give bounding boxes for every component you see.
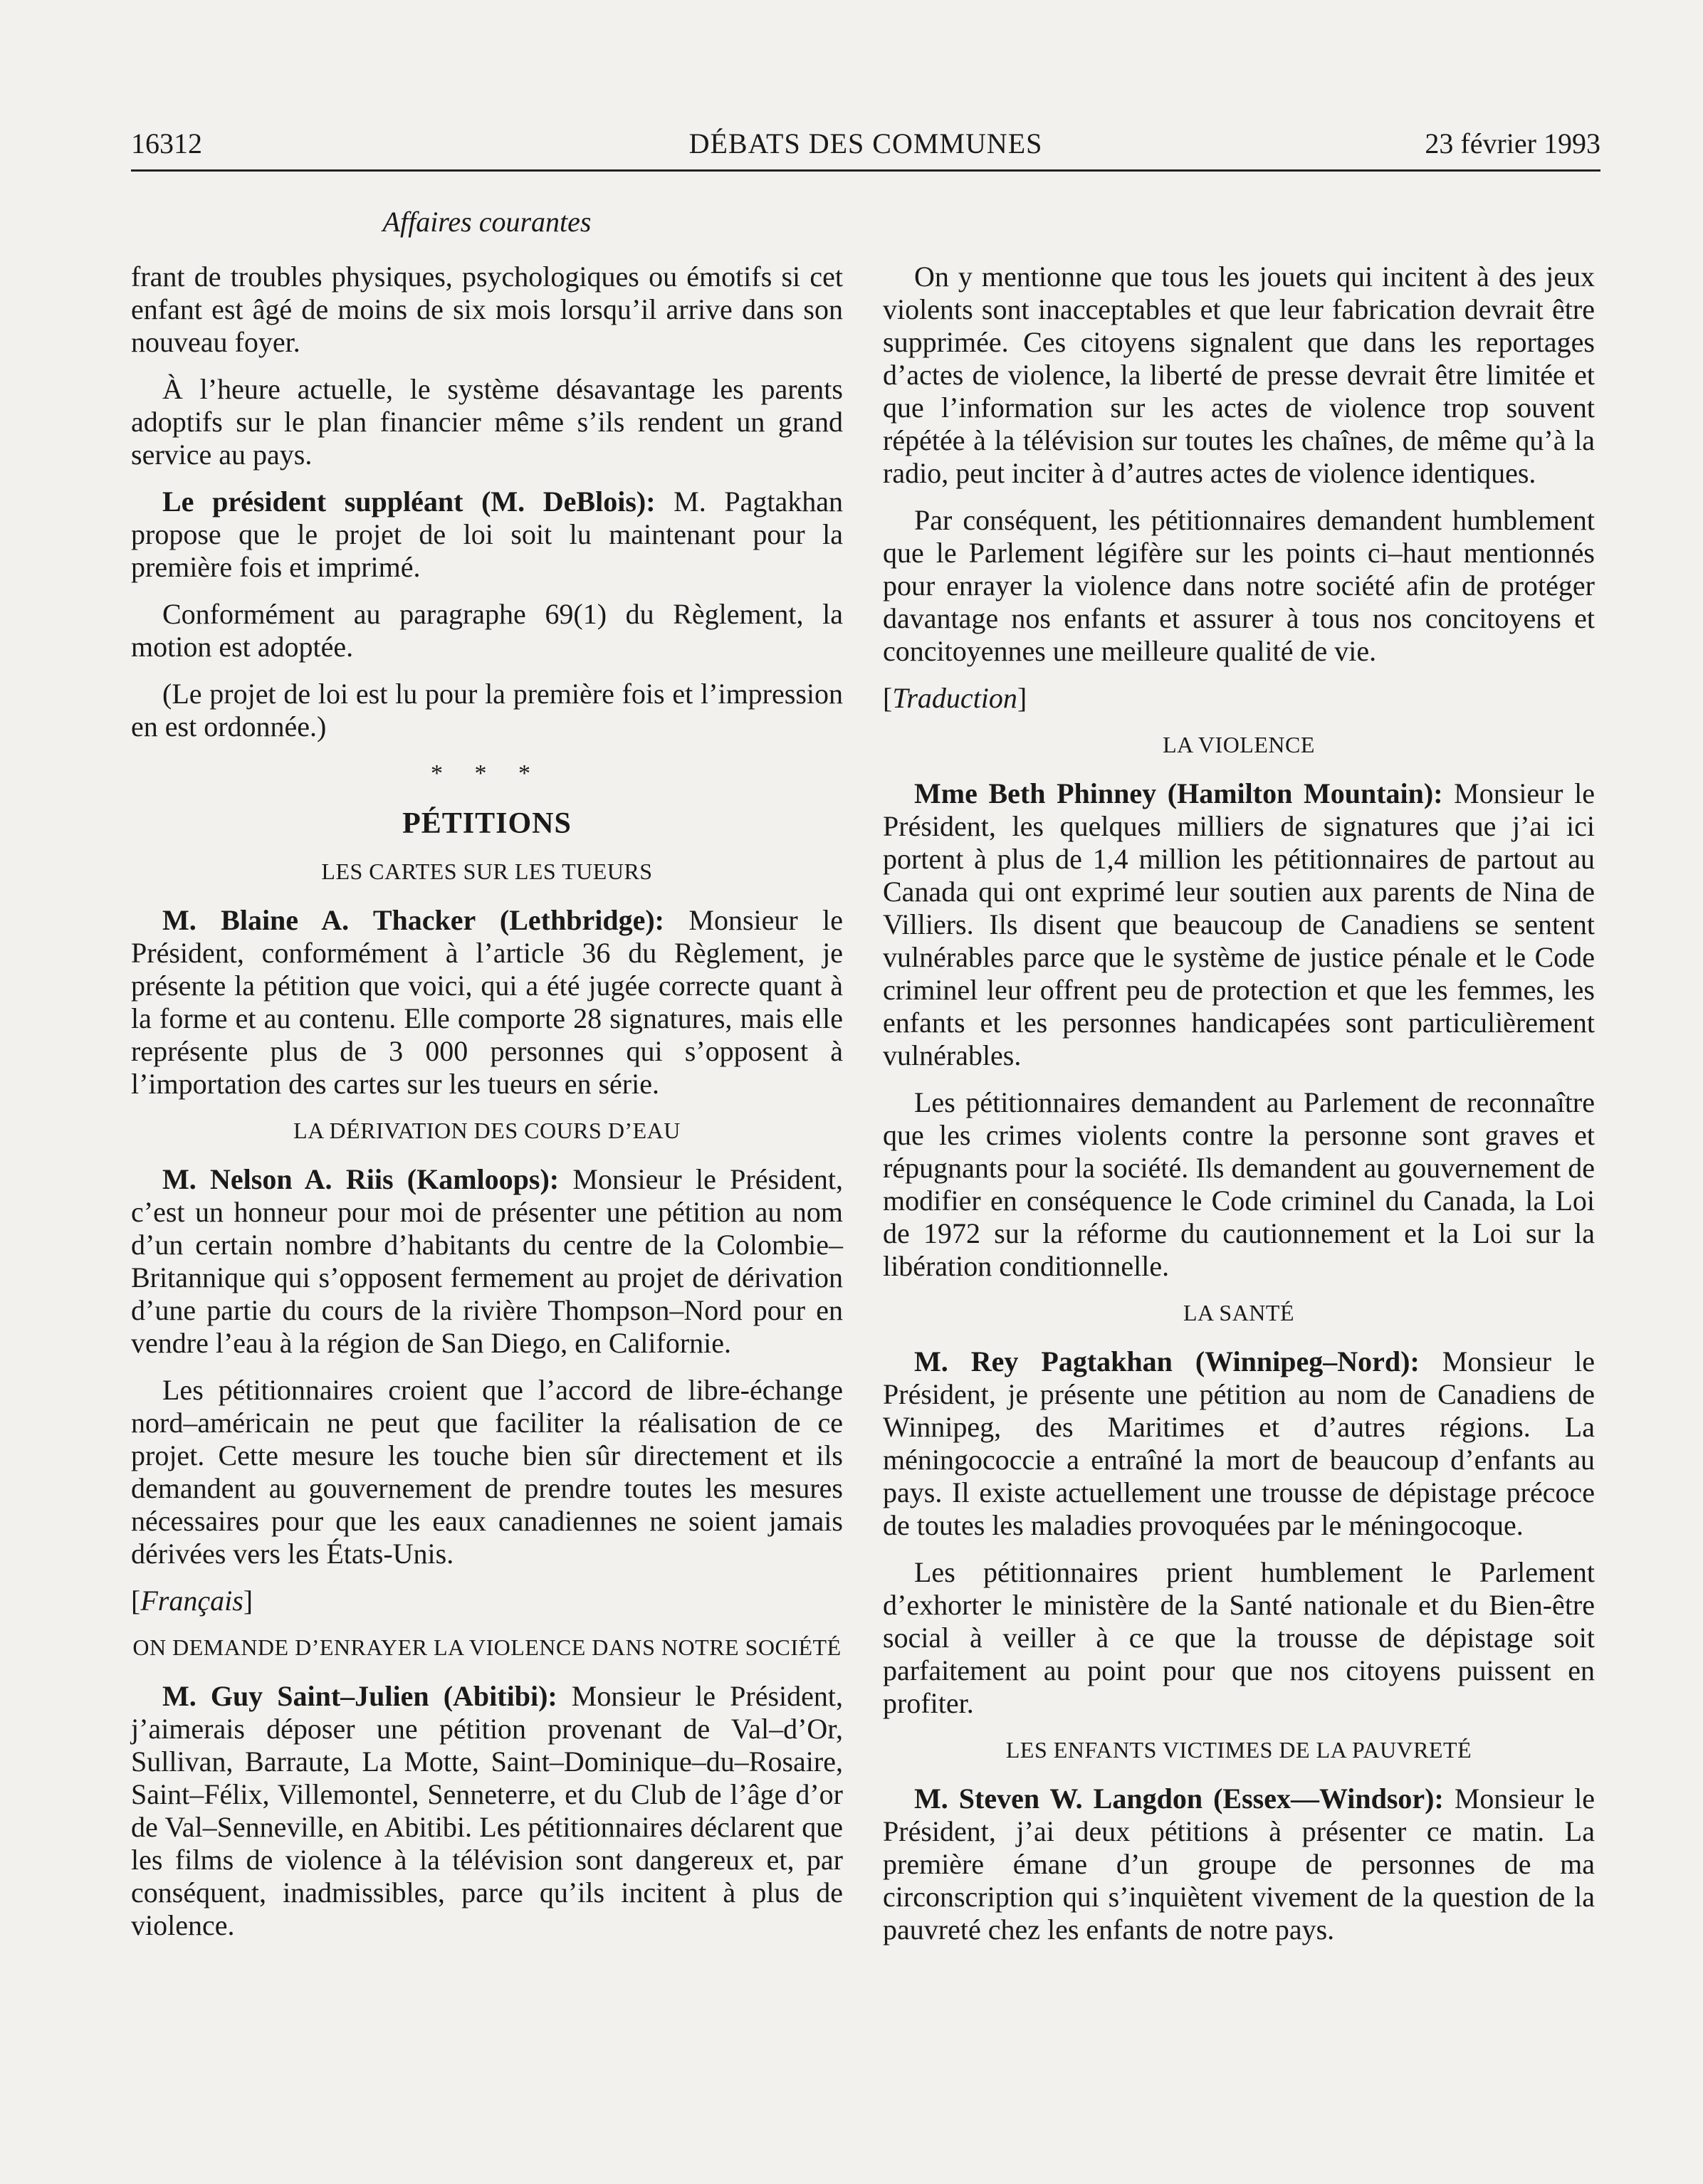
right-column	[883, 261, 1595, 1960]
section-title: PÉTITIONS	[402, 807, 572, 840]
paragraph: On y mentionne que tous les jouets qui incitent à des jeux violents sont inacceptables et que leur fabrication devrait être supprimée. Ces citoyens signalent que dans les reportages d’actes de violence, la liberté de presse devrait être limitée et que l’information sur les actes de violence trop souvent répétée à la télévision sur toutes les chaînes, de même qu’à la radio, peut inciter à d’autres actes de violence identiques.	[883, 261, 1595, 489]
subheading: LA DÉRIVATION DES COURS D’EAU	[293, 1118, 681, 1143]
paragraph	[131, 1680, 843, 1942]
speaker-name: M. Nelson A. Riis (Kamloops):	[162, 1163, 560, 1195]
speaker-name: Mme Beth Phinney (Hamilton Mountain):	[914, 777, 1443, 809]
language-marker: [Français]	[131, 1585, 253, 1617]
subheading: LES CARTES SUR LES TUEURS	[321, 859, 653, 884]
subheading: ON DEMANDE D’ENRAYER LA VIOLENCE DANS NOTRE SOCIÉTÉ	[132, 1634, 842, 1660]
subheading: LA VIOLENCE	[1163, 732, 1315, 757]
speech-text: Monsieur le Président, je présente une pétition au nom de Canadiens de Winnipeg, des Maritimes et d’autres régions. La méningococcie a entraîné la mort de beaucoup d’enfants au pays. Il existe actuellement une trousse de dépistage précoce de toutes les maladies provoquées par le méningocoque.	[883, 1345, 1595, 1541]
speech-text: Monsieur le Président, les quelques milliers de signatures que j’ai ici portent à plus de 1,4 million les pétitionnaires de partout au Canada qui ont exprimé leur soutien aux parents de Nina de Villiers. Ils disent que beaucoup de Canadiens se sentent vulnérables parce que le système de justice pénale et le Code criminel leur offrent peu de protection et que les femmes, les enfants et les personnes handicapées sont particulièrement vulnérables.	[883, 777, 1595, 1071]
speech-text: Monsieur le Président, j’ai deux pétitions à présenter ce matin. La première émane d’un groupe de personnes de ma circonscription qui s’inquiètent vivement de la question de la pauvreté chez les enfants de notre pays.	[883, 1783, 1595, 1946]
paragraph	[883, 1345, 1595, 1542]
subheading: LA SANTÉ	[1183, 1300, 1294, 1325]
speaker-name: M. Rey Pagtakhan (Winnipeg–Nord):	[914, 1345, 1420, 1377]
paragraph: (Le projet de loi est lu pour la première fois et l’impression en est ordonnée.)	[131, 678, 843, 742]
speech-text: Monsieur le Président, conformément à l’article 36 du Règlement, je présente la pétition que voici, qui a été jugée correcte quant à la forme et au contenu. Elle comporte 28 signatures, mais elle représente plus de 3 000 personnes qui s’opposent à l’importation des cartes sur les tueurs en série.	[131, 904, 844, 1100]
paragraph: À l’heure actuelle, le système désavantage les parents adoptifs sur le plan financier même s’ils rendent un grand service au pays.	[131, 373, 843, 471]
left-column	[131, 261, 843, 1956]
speaker-name: M. Blaine A. Thacker (Lethbridge):	[162, 904, 665, 936]
speaker-name: M. Guy Saint–Julien (Abitibi):	[162, 1680, 557, 1712]
publication-title: DÉBATS DES COMMUNES	[688, 127, 1043, 159]
paragraph: Les pétitionnaires demandent au Parlement de reconnaître que les crimes violents contre la personne sont graves et répugnants pour la société. Ils demandent au gouvernement de modifier en conséquence le Code criminel du Canada, la Loi de 1972 sur la réforme du cautionnement et la Loi sur la libération conditionnelle.	[883, 1086, 1595, 1282]
paragraph: Les pétitionnaires croient que l’accord de libre-échange nord–américain ne peut que faciliter la réalisation de ce projet. Cette mesure les touche bien sûr directement et ils demandent au gouvernement de prendre toutes les mesures nécessaires pour que les eaux canadiennes ne soient jamais dérivées vers les États-Unis.	[131, 1374, 843, 1570]
speaker-name: Le président suppléant (M. DeBlois):	[162, 485, 656, 518]
section-separator: * * *	[431, 760, 543, 787]
paragraph	[883, 777, 1595, 1072]
paragraph	[883, 1783, 1595, 1946]
speech-text: M. Pagtakhan propose que le projet de loi soit lu maintenant pour la première fois et imprimé.	[131, 485, 844, 583]
paragraph: Par conséquent, les pétitionnaires demandent humblement que le Parlement légifère sur les points ci–haut mentionnés pour enrayer la violence dans notre société afin de protéger davantage nos enfants et assurer à tous nos concitoyens et concitoyennes une meilleure qualité de vie.	[883, 504, 1595, 667]
paragraph	[131, 485, 843, 584]
language-name: Français	[140, 1585, 243, 1617]
publication-date: 23 février 1993	[1425, 127, 1600, 159]
paragraph: Conformément au paragraphe 69(1) du Règlement, la motion est adoptée.	[131, 598, 843, 663]
paragraph: Les pétitionnaires prient humblement le Parlement d’exhorter le ministère de la Santé nationale et du Bien-être social à veiller à ce que la trousse de dépistage soit parfaitement au point pour que nos citoyens puissent en profiter.	[883, 1556, 1595, 1719]
subheading: LES ENFANTS VICTIMES DE LA PAUVRETÉ	[1005, 1737, 1472, 1763]
language-name: Traduction	[892, 682, 1017, 714]
paragraph: frant de troubles physiques, psychologiques ou émotifs si cet enfant est âgé de moins de six mois lorsqu’il arrive dans son nouveau foyer.	[131, 261, 843, 358]
speech-text: Monsieur le Président, c’est un honneur pour moi de présenter une pétition au nom d’un certain nombre d’habitants du centre de la Colombie–Britannique qui s’opposent fermement au projet de dérivation d’une partie du cours de la rivière Thompson–Nord pour en vendre l’eau à la région de San Diego, en Californie.	[131, 1163, 843, 1359]
paragraph	[131, 904, 843, 1101]
language-marker: [Traduction]	[883, 682, 1027, 714]
section-rubric: Affaires courantes	[382, 206, 592, 238]
page-number: 16312	[131, 127, 202, 159]
speaker-name: M. Steven W. Langdon (Essex—Windsor):	[914, 1783, 1444, 1815]
speech-text: Monsieur le Président, j’aimerais déposer une pétition provenant de Val–d’Or, Sullivan, Barraute, La Motte, Saint–Dominique–du–Rosaire, Saint–Félix, Villemontel, Senneterre, et du Club de l’âge d’or de Val–Senneville, en Abitibi. Les pétitionnaires déclarent que les films de violence à la télévision sont dangereux et, par conséquent, inadmissibles, parce qu’ils incitent à plus de violence.	[131, 1680, 843, 1941]
paragraph	[131, 1163, 843, 1360]
page-header	[131, 127, 1600, 172]
